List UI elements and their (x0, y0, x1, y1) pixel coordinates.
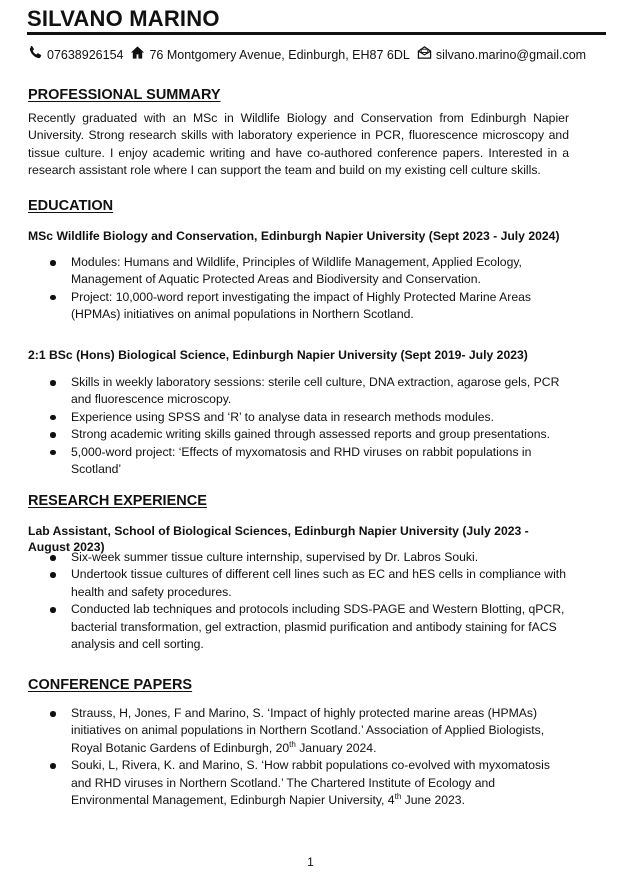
research-title: Lab Assistant, School of Biological Sciences, Edinburgh Napier University (July 2023 - August 2023) (28, 524, 529, 554)
paper-text-end: January 2024. (295, 740, 377, 755)
list-item (28, 444, 569, 479)
list-item (28, 409, 569, 426)
ordinal-suffix: th (394, 791, 402, 801)
list-item (28, 254, 569, 289)
education-section (28, 197, 569, 215)
header-divider (27, 32, 606, 35)
phone-number: 07638926154 (47, 47, 124, 62)
list-item (28, 549, 569, 566)
list-item (28, 601, 569, 653)
education-entry (28, 228, 569, 244)
bullet-icon (50, 380, 56, 386)
education-entry (28, 347, 569, 363)
bullet-icon (50, 711, 56, 717)
paper-text-end: June 2023. (401, 793, 465, 808)
paper-text: Strauss, H, Jones, F and Marino, S. ‘Impact of highly protected marine areas (HPMAs) initiatives on animal populations in Northern Scotland.’ Association of Applied Biologists, Royal Botanic Gardens of Edinburgh, 20 (71, 706, 545, 755)
candidate-name: SILVANO MARINO (27, 6, 220, 31)
home-icon (130, 45, 149, 64)
ordinal-suffix: th (289, 739, 296, 749)
list-item (28, 289, 569, 324)
list-item-text: Experience using SPSS and ‘R’ to analyse data in research methods modules. (71, 409, 494, 424)
education-title: 2:1 BSc (Hons) Biological Science, Edinburgh Napier University (Sept 2019- July 2023) (28, 348, 528, 362)
contact-phone (28, 45, 123, 64)
list-item (28, 705, 569, 757)
list-item-text: Modules: Humans and Wildlife, Principles of Wildlife Management, Applied Ecology, Management of Aquatic Protected Areas and Biodiversity and Conservation. (71, 255, 522, 287)
bullet-icon (50, 450, 56, 456)
page-number: 1 (307, 855, 314, 869)
list-item-text: Undertook tissue cultures of different cell lines such as EC and hES cells in compliance with health and safety procedures. (71, 567, 566, 599)
conference-heading: CONFERENCE PAPERS (28, 677, 193, 693)
list-item-text: Strong academic writing skills gained through assessed reports and group presentations. (71, 427, 550, 442)
list-item-text: Skills in weekly laboratory sessions: sterile cell culture, DNA extraction, agarose gels, PCR and fluorescence microscopy. (71, 375, 560, 407)
education-title: MSc Wildlife Biology and Conservation, Edinburgh Napier University (Sept 2023 - July 2024) (28, 229, 560, 243)
education-bullets (28, 374, 569, 478)
education-bullets (28, 254, 569, 324)
bullet-icon (50, 295, 56, 301)
list-item-text: Project: 10,000-word report investigating the impact of Highly Protected Marine Areas (HPMAs) initiatives on animal populations in Northern Scotland. (71, 289, 531, 322)
conference-section (28, 676, 569, 694)
bullet-icon (50, 432, 56, 438)
paper-text: Souki, L, Rivera, K. and Marino, S. ‘How rabbit populations co-evolved with myxomatosis and RHD viruses in Northern Scotland.’ The Chartered Institute of Ecology and Environmental Management, Edinburgh Napier University, 4 (71, 758, 550, 808)
list-item-text: Six-week summer tissue culture internship, supervised by Dr. Labros Souki. (71, 550, 479, 564)
phone-icon (28, 45, 47, 64)
contact-address (130, 45, 409, 64)
address-text: 76 Montgomery Avenue, Edinburgh, EH87 6DL (149, 47, 410, 62)
summary-section (28, 86, 569, 180)
list-item (28, 566, 569, 601)
email-icon (417, 45, 436, 64)
contact-line (28, 45, 586, 64)
bullet-icon (50, 415, 56, 421)
bullet-icon (50, 763, 56, 769)
summary-text: Recently graduated with an MSc in Wildlife Biology and Conservation from Edinburgh Napier University. Strong research skills with laboratory experience in PCR, fluorescence microscopy and tissue culture. I enjoy academic writing and have co-authored conference papers. Interested in a research assistant role where I can support the team and build on my existing cell culture skills. (28, 111, 569, 178)
bullet-icon (50, 260, 56, 266)
list-item-text: 5,000-word project: ‘Effects of myxomatosis and RHD viruses on rabbit populations in Scotland’ (71, 444, 532, 477)
list-item (28, 374, 569, 409)
research-heading: RESEARCH EXPERIENCE (28, 493, 207, 509)
email-address[interactable]: silvano.marino@gmail.com (435, 47, 587, 62)
contact-email (417, 45, 586, 64)
bullet-icon (50, 572, 56, 578)
bullet-icon (50, 555, 56, 561)
research-bullets (28, 549, 569, 653)
list-item (28, 757, 569, 809)
education-heading: EDUCATION (28, 198, 114, 214)
list-item-text: Conducted lab techniques and protocols including SDS-PAGE and Western Blotting, qPCR, bacterial transformation, gel extraction, plasmid purification and antibody staining for fACS analysis and cell sorting. (71, 602, 565, 652)
bullet-icon (50, 607, 56, 613)
conference-bullets (28, 705, 569, 809)
list-item (28, 426, 569, 443)
summary-heading: PROFESSIONAL SUMMARY (28, 87, 221, 103)
research-section (28, 492, 569, 510)
